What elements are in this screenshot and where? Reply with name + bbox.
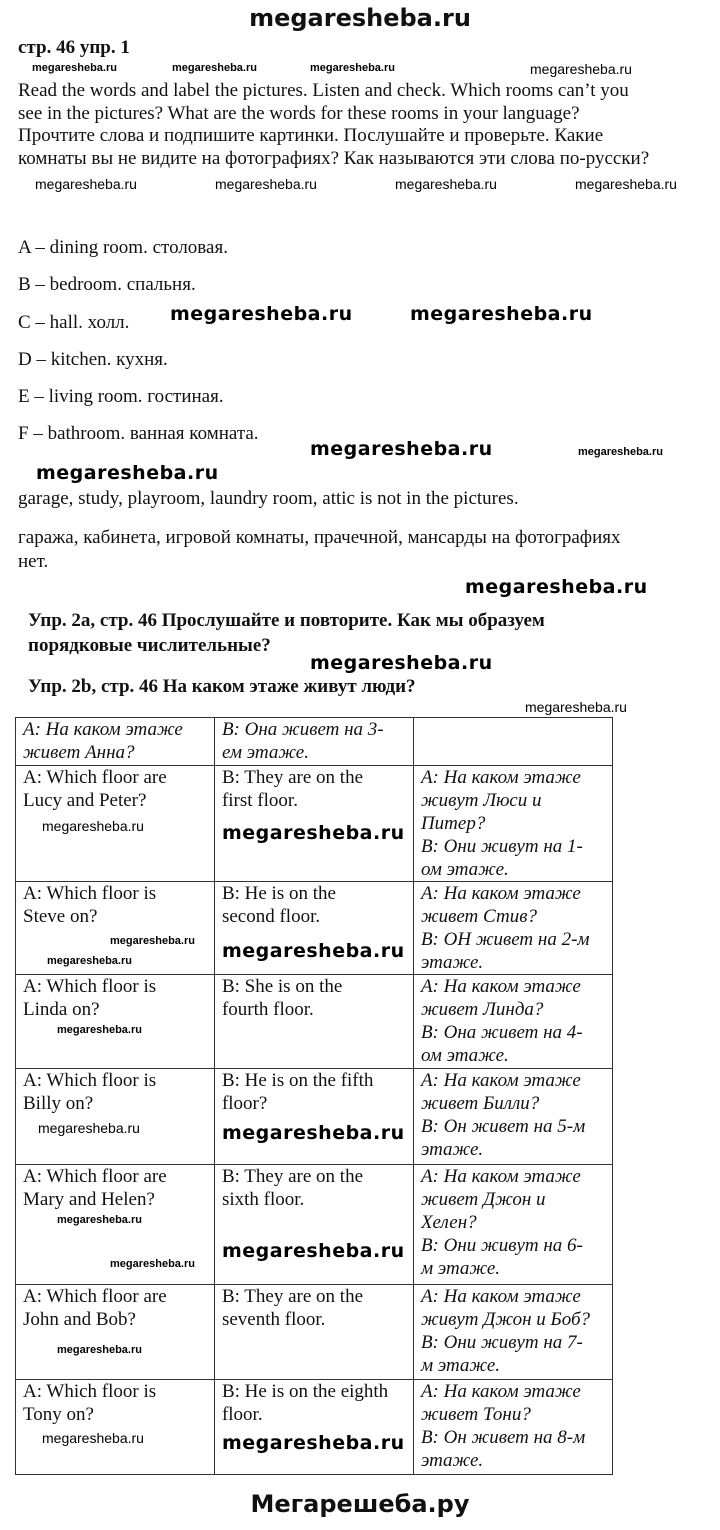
cell-line: м этаже. [420,1258,501,1279]
missing-en: garage, study, playroom, laundry room, attic is not in the pictures. [18,488,519,509]
table-cell-c [413,1165,612,1285]
cell-line: А: На каком этаже [420,1166,581,1187]
cell-line: ом этаже. [420,859,509,880]
watermark: megaresheba.ru [172,62,257,74]
watermark: megaresheba.ru [525,699,627,715]
table-row [16,1285,613,1380]
cell-line: fourth floor. [221,999,314,1020]
cell-line: А: На каком этаже [420,976,581,997]
cell-line: Хелен? [420,1212,477,1233]
cell-line: этаже. [420,952,484,973]
cell-line: А: На каком этаже [420,1286,581,1307]
cell-line: Mary and Helen? [23,1189,155,1210]
watermark: megaresheba.ru [36,462,219,484]
cell-line: Billy on? [23,1093,94,1114]
cell-line: first floor. [221,790,298,811]
task-line: Read the words and label the pictures. Listen and check. Which rooms can’t you [18,80,629,101]
table-cell-b [214,1380,413,1475]
watermark: megaresheba.ru [35,176,137,192]
watermark: megaresheba.ru [110,935,195,947]
cell-line: B: He is on the eighth [221,1381,389,1402]
watermark: megaresheba.ru [222,1432,405,1454]
cell-line: живет Линда? [420,999,544,1020]
cell-line: В: Она живет на 4- [420,1022,583,1043]
answer-item: B – bedroom. спальня. [18,274,196,296]
site-footer: Мегарешеба.ру [250,1490,470,1518]
ex1-task [18,80,649,170]
cell-line: живет Стив? [420,906,537,927]
watermark: megaresheba.ru [42,1430,144,1446]
cell-line: этаже. [420,1139,484,1160]
table-cell-c [413,1380,612,1475]
table-cell-a [16,1285,215,1380]
cell-line: A: Which floor are [23,1286,167,1307]
table-cell-c [413,1069,612,1165]
task-line: Прочтите слова и подпишите картинки. Послушайте и проверьте. Какие [18,125,604,146]
watermark: megaresheba.ru [57,1024,142,1036]
cell-line: В: Он живет на 5-м [420,1116,586,1137]
watermark: megaresheba.ru [530,61,632,77]
cell-line: В: Они живут на 1- [420,836,583,857]
cell-line: живет Тони? [420,1404,531,1425]
cell-line: second floor. [221,906,321,927]
watermark: megaresheba.ru [42,818,144,834]
task-line: комнаты вы не видите на фотографиях? Как называются эти слова по-русски? [18,147,650,169]
watermark: megaresheba.ru [575,176,677,192]
watermark: megaresheba.ru [57,1214,142,1226]
cell-line: В: Он живет на 8-м [420,1427,586,1448]
cell-line: B: They are on the [221,1286,364,1307]
task-line: see in the pictures? What are the words for these rooms in your language? [18,102,580,124]
watermark: megaresheba.ru [38,1120,140,1136]
cell-line: живет Анна? [23,742,135,763]
watermark: megaresheba.ru [578,446,663,458]
table-cell-c [413,766,612,882]
cell-line: м этаже. [420,1355,501,1376]
cell-line: B: He is on the [221,883,336,904]
table-cell-c [413,1285,612,1380]
cell-line: Linda on? [23,999,100,1020]
cell-line: живут Джон и Боб? [420,1309,591,1330]
watermark: megaresheba.ru [110,1258,195,1270]
cell-line: A: Which floor are [23,767,167,788]
heading-line: порядковые числительные? [28,635,271,656]
table-cell-b [214,975,413,1069]
cell-line: Питер? [420,813,486,834]
table-cell-c [413,882,612,975]
cell-line: floor. [221,1404,263,1425]
cell-line: A: Which floor is [23,883,157,904]
table-cell-a [16,718,215,766]
cell-line: B: He is on the fifth [221,1070,374,1091]
table-cell-a [16,975,215,1069]
answer-item: E – living room. гостиная. [18,386,224,408]
cell-line: В: ОН живет на 2-м [420,929,590,950]
cell-line: А: На каком этаже [420,1381,581,1402]
ex1-heading: стр. 46 упр. 1 [18,37,130,58]
cell-line: John and Bob? [23,1309,136,1330]
answer-item: A – dining room. столовая. [18,237,228,258]
cell-line: В: Они живут на 7- [420,1332,583,1353]
cell-line: ем этаже. [221,742,309,763]
watermark: megaresheba.ru [222,940,405,962]
cell-line: A: Which floor is [23,1070,157,1091]
ex2b-heading: Упр. 2b, стр. 46 На каком этаже живут люди? [28,676,416,697]
watermark: megaresheba.ru [395,176,497,192]
watermark: megaresheba.ru [215,176,317,192]
table-row [16,975,613,1069]
cell-line: B: She is on the [221,976,343,997]
cell-line: живет Джон и [420,1189,546,1210]
table-row [16,718,613,766]
watermark: megaresheba.ru [32,62,117,74]
cell-line: этаже. [420,1450,484,1471]
watermark: megaresheba.ru [310,438,493,460]
heading-line: Упр. 2a, стр. 46 Прослушайте и повторите. Как мы образуем [28,610,545,631]
cell-line: floor? [221,1093,268,1114]
answer-item: D – kitchen. кухня. [18,348,168,370]
watermark: megaresheba.ru [310,62,395,74]
answer-item: F – bathroom. ванная комната. [18,423,259,445]
table-cell-b [214,1285,413,1380]
table-cell-c [413,718,612,766]
watermark: megaresheba.ru [57,1344,142,1356]
ex1-answers [18,229,259,453]
watermark: megaresheba.ru [47,955,132,967]
missing-ru-line: нет. [18,551,49,572]
ex2a-heading [28,608,545,658]
cell-line: А: На каком этаже [23,719,183,740]
cell-line: B: They are on the [221,1166,364,1187]
cell-line: В: Они живут на 6- [420,1235,583,1256]
watermark: megaresheba.ru [410,303,593,325]
table-cell-a [16,1380,215,1475]
cell-line: ом этаже. [420,1045,509,1066]
cell-line: seventh floor. [221,1309,326,1330]
table-cell-b [214,1069,413,1165]
table-cell-b [214,1165,413,1285]
cell-line: живут Люси и [420,790,542,811]
watermark: megaresheba.ru [465,576,648,598]
table-row [16,1380,613,1475]
missing-ru-line: гаража, кабинета, игровой комнаты, прачечной, мансарды на фотографиях [18,527,621,548]
table-cell-b [214,718,413,766]
cell-line: А: На каком этаже [420,767,581,788]
table-cell-c [413,975,612,1069]
cell-line: А: На каком этаже [420,883,581,904]
table-cell-a [16,1069,215,1165]
cell-line: А: На каком этаже [420,1070,581,1091]
site-header: megaresheba.ru [249,4,471,32]
cell-line: Tony on? [23,1404,94,1425]
cell-line: Lucy and Peter? [23,790,147,811]
watermark: megaresheba.ru [222,1122,405,1144]
answer-item: C – hall. холл. [18,311,130,333]
cell-line: Steve on? [23,906,98,927]
cell-line: sixth floor. [221,1189,305,1210]
table-row [16,1069,613,1165]
cell-line: A: Which floor is [23,976,157,997]
watermark: megaresheba.ru [170,303,353,325]
cell-line: B: They are on the [221,767,364,788]
missing-ru [18,526,621,574]
cell-line: живет Билли? [420,1093,540,1114]
watermark: megaresheba.ru [310,652,493,674]
watermark: megaresheba.ru [222,1240,405,1262]
watermark: megaresheba.ru [222,822,405,844]
cell-line: A: Which floor is [23,1381,157,1402]
cell-line: A: Which floor are [23,1166,167,1187]
cell-line: В: Она живет на 3- [221,719,384,740]
